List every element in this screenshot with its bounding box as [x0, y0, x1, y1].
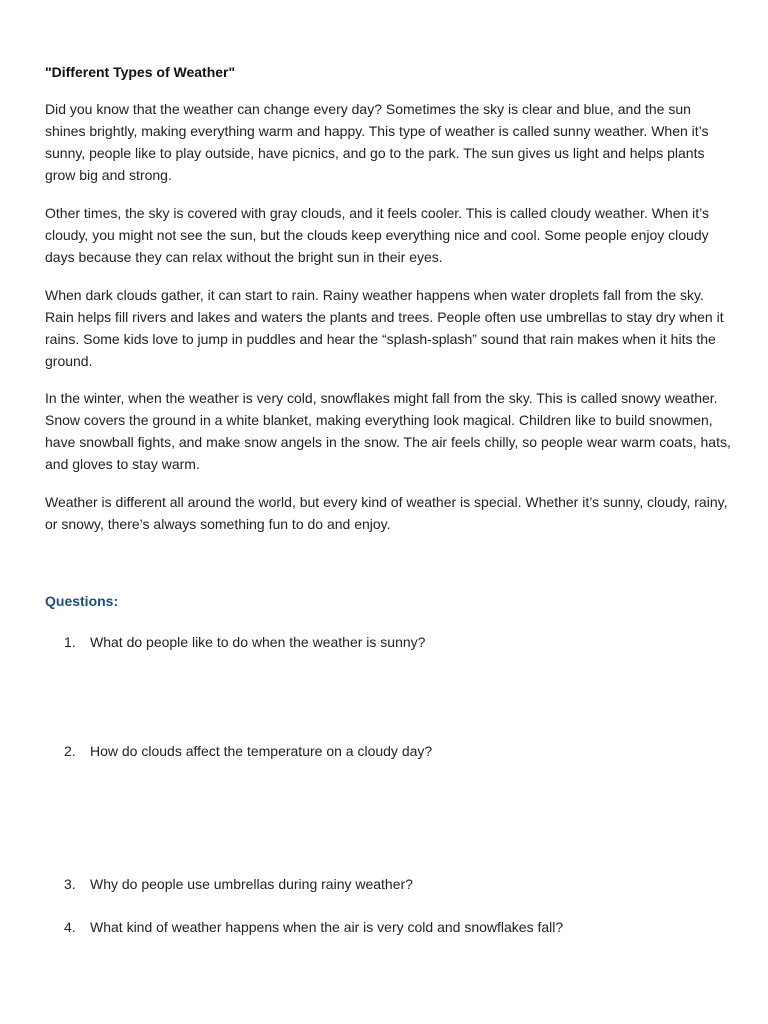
- question-item: [64, 917, 724, 937]
- question-text: Why do people use umbrellas during rainy weather?: [90, 876, 413, 892]
- paragraph-snowy: In the winter, when the weather is very cold, snowflakes might fall from the sky. This is called snowy weather. Snow covers the ground in a white blanket, making everything look magical. Children like to build snowmen, have snowball fights, and make snow angels in the snow. The air feels chilly, so people wear warm coats, hats, and gloves to stay warm.: [45, 390, 731, 472]
- question-number: 1.: [64, 634, 76, 650]
- worksheet-title: "Different Types of Weather": [45, 64, 236, 80]
- question-text: What do people like to do when the weather is sunny?: [90, 634, 426, 650]
- question-item: [64, 874, 724, 894]
- paragraph-rainy: When dark clouds gather, it can start to rain. Rainy weather happens when water droplets fall from the sky. Rain helps fill rivers and lakes and waters the plants and trees. People often use umbrellas to stay dry when it rains. Some kids love to jump in puddles and hear the “splash-splash” sound that rain makes when it hits the ground.: [45, 287, 724, 369]
- question-number: 3.: [64, 876, 76, 892]
- paragraph-conclusion: Weather is different all around the world, but every kind of weather is special. Whether it’s sunny, cloudy, rainy, or snowy, there’s always something fun to do and enjoy.: [45, 494, 728, 532]
- question-item: [64, 741, 724, 761]
- question-number: 4.: [64, 919, 76, 935]
- question-text: How do clouds affect the temperature on a cloudy day?: [90, 743, 433, 759]
- question-number: 2.: [64, 743, 76, 759]
- paragraph-cloudy: Other times, the sky is covered with gray clouds, and it feels cooler. This is called cloudy weather. When it’s cloudy, you might not see the sun, but the clouds keep everything nice and cool. Some people enjoy cloudy days because they can relax without the bright sun in their eyes.: [45, 205, 710, 265]
- questions-heading: Questions:: [45, 593, 119, 609]
- question-text: What kind of weather happens when the air is very cold and snowflakes fall?: [90, 919, 564, 935]
- paragraph-sunny: Did you know that the weather can change every day? Sometimes the sky is clear and blue, and the sun shines brightly, making everything warm and happy. This type of weather is called sunny weather. When it’s sunny, people like to play outside, have picnics, and go to the park. The sun gives us light and helps plants grow big and strong.: [45, 101, 709, 183]
- question-item: [64, 632, 724, 652]
